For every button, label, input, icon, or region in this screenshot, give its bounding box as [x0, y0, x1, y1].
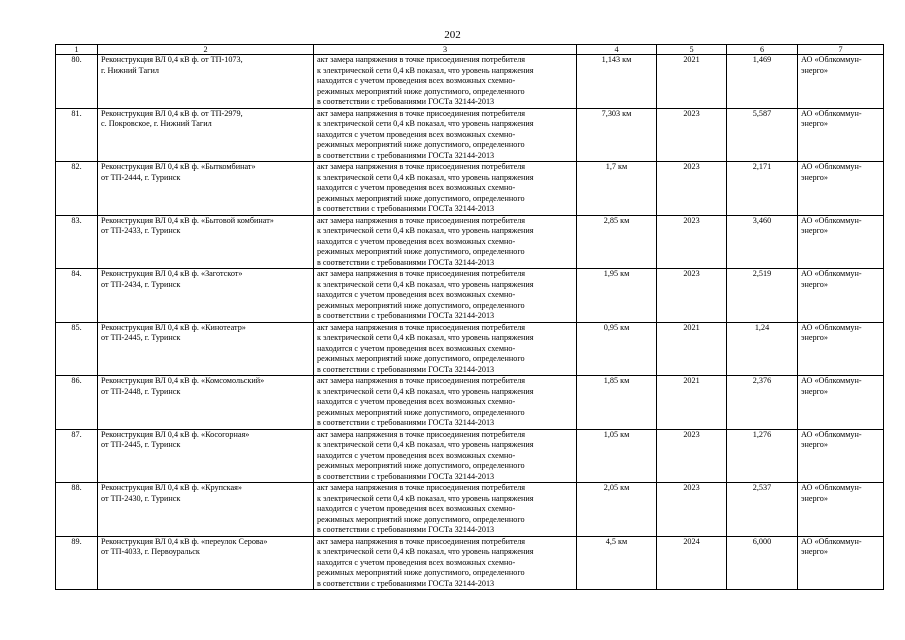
- cost-cell-text: 2,171: [752, 162, 772, 171]
- name-line: от ТП-2430, г. Туринск: [101, 493, 181, 503]
- row-number-cell: [56, 376, 98, 430]
- org-line: АО «Облкоммун-: [801, 162, 862, 171]
- name-line: с. Покровское, г. Нижний Тагил: [101, 119, 212, 128]
- project-name-cell: [98, 215, 314, 269]
- reason-line: режимных мероприятий ниже допустимого, определенного: [317, 300, 525, 310]
- table-row: [56, 108, 884, 162]
- page-number: 202: [444, 29, 461, 41]
- reason-line: режимных мероприятий ниже допустимого, определенного: [317, 407, 525, 417]
- reason-line: находится с учетом проведения всех возможных схемно-: [317, 343, 516, 353]
- org-line: энерго»: [801, 386, 828, 396]
- organization-cell: [798, 376, 884, 430]
- reason-line: акт замера напряжения в точке присоединения потребителя: [317, 269, 526, 278]
- reason-line: акт замера напряжения в точке присоединения потребителя: [317, 322, 526, 332]
- name-line: Реконструкция ВЛ 0,4 кВ ф. «Кинотеатр»: [101, 322, 246, 332]
- org-line: АО «Облкоммун-: [801, 429, 862, 439]
- org-line: АО «Облкоммун-: [801, 322, 862, 332]
- row-number-cell: [56, 215, 98, 269]
- reason-line: акт замера напряжения в точке присоединения потребителя: [317, 162, 526, 171]
- cost-cell: [727, 536, 798, 590]
- name-line: от ТП-2434, г. Туринск: [101, 279, 181, 289]
- row-number-cell: [56, 483, 98, 537]
- length-cell: [577, 322, 657, 376]
- row-number-cell-text: 84.: [71, 269, 82, 278]
- reason-line: к электрической сети 0,4 кВ показал, что уровень напряжения: [317, 119, 534, 128]
- column-number: 6: [727, 45, 798, 55]
- reason-line: режимных мероприятий ниже допустимого, определенного: [317, 193, 525, 203]
- reason-line: в соответствии с требованиями ГОСТа 32144-2013: [317, 364, 495, 374]
- reason-line: к электрической сети 0,4 кВ показал, что уровень напряжения: [317, 172, 534, 182]
- cost-cell-text: 1,24: [754, 322, 770, 332]
- table-row: [56, 376, 884, 430]
- year-cell-text: 2024: [683, 536, 700, 546]
- reason-line: к электрической сети 0,4 кВ показал, что уровень напряжения: [317, 65, 534, 75]
- project-name-cell: [98, 108, 314, 162]
- org-line: энерго»: [801, 279, 828, 289]
- reconstruction-table: [55, 44, 884, 590]
- reason-line: к электрической сети 0,4 кВ показал, что уровень напряжения: [317, 226, 534, 235]
- reason-line: режимных мероприятий ниже допустимого, определенного: [317, 140, 525, 149]
- column-number: 3: [314, 45, 577, 55]
- cost-cell: [727, 215, 798, 269]
- reason-line: режимных мероприятий ниже допустимого, определенного: [317, 354, 525, 363]
- reason-line: режимных мероприятий ниже допустимого, определенного: [317, 247, 525, 256]
- name-line: от ТП-2444, г. Туринск: [101, 172, 181, 182]
- name-line: Реконструкция ВЛ 0,4 кВ ф. от ТП-2979,: [101, 108, 243, 118]
- row-number-cell-text: 80.: [71, 55, 82, 64]
- length-cell-text: 1,95 км: [603, 269, 630, 278]
- length-cell-text: 1,05 км: [603, 429, 630, 439]
- year-cell: [657, 536, 727, 590]
- year-cell-text: 2023: [683, 108, 700, 118]
- name-line: от ТП-2445, г. Туринск: [101, 333, 181, 342]
- name-line: от ТП-2445, г. Туринск: [101, 440, 181, 449]
- project-name-cell: [98, 429, 314, 483]
- project-name-cell: [98, 55, 314, 109]
- reason-line: акт замера напряжения в точке присоединения потребителя: [317, 536, 526, 546]
- org-line: АО «Облкоммун-: [801, 215, 862, 225]
- length-cell: [577, 429, 657, 483]
- column-number: 1: [56, 45, 98, 55]
- org-line: энерго»: [801, 440, 828, 449]
- reason-line: режимных мероприятий ниже допустимого, определенного: [317, 86, 525, 96]
- reason-line: находится с учетом проведения всех возможных схемно-: [317, 290, 516, 299]
- organization-cell: [798, 483, 884, 537]
- length-cell: [577, 108, 657, 162]
- cost-cell: [727, 269, 798, 323]
- row-number-cell: [56, 269, 98, 323]
- row-number-cell-text: 89.: [71, 536, 82, 546]
- row-number-cell-text: 88.: [71, 483, 82, 492]
- justification-cell: [314, 322, 577, 376]
- reason-line: находится с учетом проведения всех возможных схемно-: [317, 183, 516, 192]
- row-number-cell: [56, 55, 98, 109]
- org-line: АО «Облкоммун-: [801, 269, 862, 278]
- name-line: Реконструкция ВЛ 0,4 кВ ф. «Комсомольский»: [101, 376, 265, 385]
- cost-cell: [727, 429, 798, 483]
- year-cell-text: 2023: [683, 215, 700, 225]
- reason-line: в соответствии с требованиями ГОСТа 32144-2013: [317, 257, 495, 267]
- year-cell-text: 2023: [683, 162, 700, 171]
- row-number-cell: [56, 322, 98, 376]
- length-cell: [577, 536, 657, 590]
- name-line: Реконструкция ВЛ 0,4 кВ ф. «Крупская»: [101, 483, 242, 492]
- reason-line: в соответствии с требованиями ГОСТа 32144-2013: [317, 525, 495, 534]
- row-number-cell-text: 81.: [71, 108, 82, 118]
- length-cell-text: 2,05 км: [603, 483, 630, 492]
- year-cell: [657, 429, 727, 483]
- reason-line: в соответствии с требованиями ГОСТа 32144-2013: [317, 150, 495, 160]
- cost-cell-text: 2,376: [752, 376, 772, 385]
- name-line: Реконструкция ВЛ 0,4 кВ ф. «Бытовой комбинат»: [101, 215, 274, 225]
- length-cell: [577, 483, 657, 537]
- year-cell: [657, 55, 727, 109]
- project-name-cell: [98, 536, 314, 590]
- reason-line: акт замера напряжения в точке присоединения потребителя: [317, 108, 526, 118]
- table-row: [56, 162, 884, 216]
- cost-cell: [727, 108, 798, 162]
- length-cell-text: 1,85 км: [603, 376, 630, 385]
- year-cell: [657, 108, 727, 162]
- project-name-cell: [98, 376, 314, 430]
- name-line: Реконструкция ВЛ 0,4 кВ ф. «Заготскот»: [101, 269, 243, 278]
- justification-cell: [314, 215, 577, 269]
- reason-line: в соответствии с требованиями ГОСТа 32144-2013: [317, 97, 495, 106]
- table-row: [56, 483, 884, 537]
- organization-cell: [798, 322, 884, 376]
- name-line: от ТП-2433, г. Туринск: [101, 226, 181, 235]
- year-cell-text: 2023: [683, 269, 700, 278]
- justification-cell: [314, 483, 577, 537]
- reason-line: к электрической сети 0,4 кВ показал, что уровень напряжения: [317, 279, 534, 289]
- org-line: энерго»: [801, 493, 828, 503]
- reason-line: в соответствии с требованиями ГОСТа 32144-2013: [317, 471, 495, 481]
- cost-cell: [727, 376, 798, 430]
- project-name-cell: [98, 483, 314, 537]
- name-line: Реконструкция ВЛ 0,4 кВ ф. «Косогорная»: [101, 429, 250, 439]
- org-line: АО «Облкоммун-: [801, 108, 862, 118]
- reason-line: находится с учетом проведения всех возможных схемно-: [317, 129, 516, 139]
- cost-cell-text: 3,460: [752, 215, 772, 225]
- column-number: 4: [577, 45, 657, 55]
- name-line: г. Нижний Тагил: [101, 65, 159, 75]
- row-number-cell: [56, 429, 98, 483]
- project-name-cell: [98, 162, 314, 216]
- table-row: [56, 215, 884, 269]
- year-cell-text: 2021: [683, 322, 700, 332]
- reason-line: к электрической сети 0,4 кВ показал, что уровень напряжения: [317, 493, 534, 503]
- cost-cell-text: 1,276: [752, 429, 772, 439]
- justification-cell: [314, 269, 577, 323]
- cost-cell-text: 2,537: [752, 483, 772, 492]
- org-line: энерго»: [801, 226, 828, 235]
- year-cell-text: 2021: [683, 376, 700, 385]
- justification-cell: [314, 162, 577, 216]
- row-number-cell-text: 86.: [71, 376, 82, 385]
- justification-cell: [314, 376, 577, 430]
- reason-line: к электрической сети 0,4 кВ показал, что уровень напряжения: [317, 333, 534, 342]
- row-number-cell-text: 82.: [71, 162, 82, 171]
- length-cell: [577, 162, 657, 216]
- row-number-cell: [56, 536, 98, 590]
- year-cell: [657, 162, 727, 216]
- year-cell-text: 2021: [683, 55, 700, 64]
- row-number-cell: [56, 162, 98, 216]
- project-name-cell: [98, 269, 314, 323]
- year-cell: [657, 269, 727, 323]
- org-line: энерго»: [801, 172, 828, 182]
- org-line: энерго»: [801, 547, 828, 556]
- cost-cell: [727, 162, 798, 216]
- table-row: [56, 269, 884, 323]
- reason-line: режимных мероприятий ниже допустимого, определенного: [317, 514, 525, 524]
- length-cell: [577, 376, 657, 430]
- reason-line: находится с учетом проведения всех возможных схемно-: [317, 236, 516, 246]
- cost-cell-text: 5,587: [752, 108, 772, 118]
- name-line: Реконструкция ВЛ 0,4 кВ ф. «переулок Серова»: [101, 536, 268, 546]
- length-cell-text: 1,7 км: [605, 162, 628, 171]
- org-line: энерго»: [801, 119, 828, 128]
- org-line: энерго»: [801, 65, 828, 75]
- reason-line: к электрической сети 0,4 кВ показал, что уровень напряжения: [317, 440, 534, 449]
- organization-cell: [798, 269, 884, 323]
- reason-line: акт замера напряжения в точке присоединения потребителя: [317, 55, 526, 64]
- organization-cell: [798, 55, 884, 109]
- cost-cell: [727, 322, 798, 376]
- cost-cell-text: 6,000: [752, 536, 772, 546]
- reason-line: находится с учетом проведения всех возможных схемно-: [317, 450, 516, 460]
- reason-line: акт замера напряжения в точке присоединения потребителя: [317, 215, 526, 225]
- reason-line: в соответствии с требованиями ГОСТа 32144-2013: [317, 311, 495, 320]
- length-cell-text: 7,303 км: [601, 108, 632, 118]
- name-line: Реконструкция ВЛ 0,4 кВ ф. «Быткомбинат»: [101, 162, 256, 171]
- length-cell-text: 0,95 км: [603, 322, 630, 332]
- year-cell: [657, 215, 727, 269]
- table-row: [56, 55, 884, 109]
- row-number-cell-text: 83.: [71, 215, 82, 225]
- reason-line: режимных мероприятий ниже допустимого, определенного: [317, 568, 525, 577]
- column-number: 5: [657, 45, 727, 55]
- justification-cell: [314, 429, 577, 483]
- cost-cell-text: 2,519: [752, 269, 772, 278]
- reason-line: в соответствии с требованиями ГОСТа 32144-2013: [317, 418, 495, 427]
- column-number: 2: [98, 45, 314, 55]
- length-cell-text: 4,5 км: [605, 536, 628, 546]
- length-cell: [577, 269, 657, 323]
- year-cell-text: 2023: [683, 429, 700, 439]
- organization-cell: [798, 215, 884, 269]
- cost-cell: [727, 55, 798, 109]
- table-body: [56, 55, 884, 590]
- year-cell-text: 2023: [683, 483, 700, 492]
- year-cell: [657, 322, 727, 376]
- length-cell: [577, 215, 657, 269]
- name-line: от ТП-4033, г. Первоуральск: [101, 547, 200, 556]
- reason-line: в соответствии с требованиями ГОСТа 32144-2013: [317, 578, 495, 588]
- justification-cell: [314, 55, 577, 109]
- name-line: Реконструкция ВЛ 0,4 кВ ф. от ТП-1073,: [101, 55, 243, 64]
- year-cell: [657, 483, 727, 537]
- org-line: АО «Облкоммун-: [801, 536, 862, 546]
- reason-line: режимных мероприятий ниже допустимого, определенного: [317, 461, 525, 470]
- table-row: [56, 429, 884, 483]
- justification-cell: [314, 536, 577, 590]
- organization-cell: [798, 536, 884, 590]
- row-number-cell-text: 87.: [71, 429, 82, 439]
- organization-cell: [798, 108, 884, 162]
- length-cell: [577, 55, 657, 109]
- name-line: от ТП-2448, г. Туринск: [101, 386, 181, 396]
- cost-cell: [727, 483, 798, 537]
- length-cell-text: 1,143 км: [601, 55, 632, 64]
- org-line: АО «Облкоммун-: [801, 483, 862, 492]
- org-line: АО «Облкоммун-: [801, 376, 862, 385]
- reason-line: в соответствии с требованиями ГОСТа 32144-2013: [317, 204, 495, 213]
- table-row: [56, 322, 884, 376]
- reason-line: к электрической сети 0,4 кВ показал, что уровень напряжения: [317, 547, 534, 556]
- row-number-cell: [56, 108, 98, 162]
- organization-cell: [798, 162, 884, 216]
- org-line: энерго»: [801, 333, 828, 342]
- column-number: 7: [798, 45, 884, 55]
- length-cell-text: 2,85 км: [603, 215, 630, 225]
- reason-line: находится с учетом проведения всех возможных схемно-: [317, 397, 516, 406]
- row-number-cell-text: 85.: [71, 322, 82, 332]
- org-line: АО «Облкоммун-: [801, 55, 862, 64]
- reason-line: находится с учетом проведения всех возможных схемно-: [317, 504, 516, 513]
- column-number-row: [56, 45, 884, 55]
- reason-line: акт замера напряжения в точке присоединения потребителя: [317, 429, 526, 439]
- year-cell: [657, 376, 727, 430]
- table-row: [56, 536, 884, 590]
- reason-line: к электрической сети 0,4 кВ показал, что уровень напряжения: [317, 386, 534, 396]
- reason-line: акт замера напряжения в точке присоединения потребителя: [317, 483, 526, 492]
- justification-cell: [314, 108, 577, 162]
- reason-line: находится с учетом проведения всех возможных схемно-: [317, 557, 516, 567]
- reason-line: находится с учетом проведения всех возможных схемно-: [317, 76, 516, 85]
- project-name-cell: [98, 322, 314, 376]
- organization-cell: [798, 429, 884, 483]
- reason-line: акт замера напряжения в точке присоединения потребителя: [317, 376, 526, 385]
- cost-cell-text: 1,469: [752, 55, 772, 64]
